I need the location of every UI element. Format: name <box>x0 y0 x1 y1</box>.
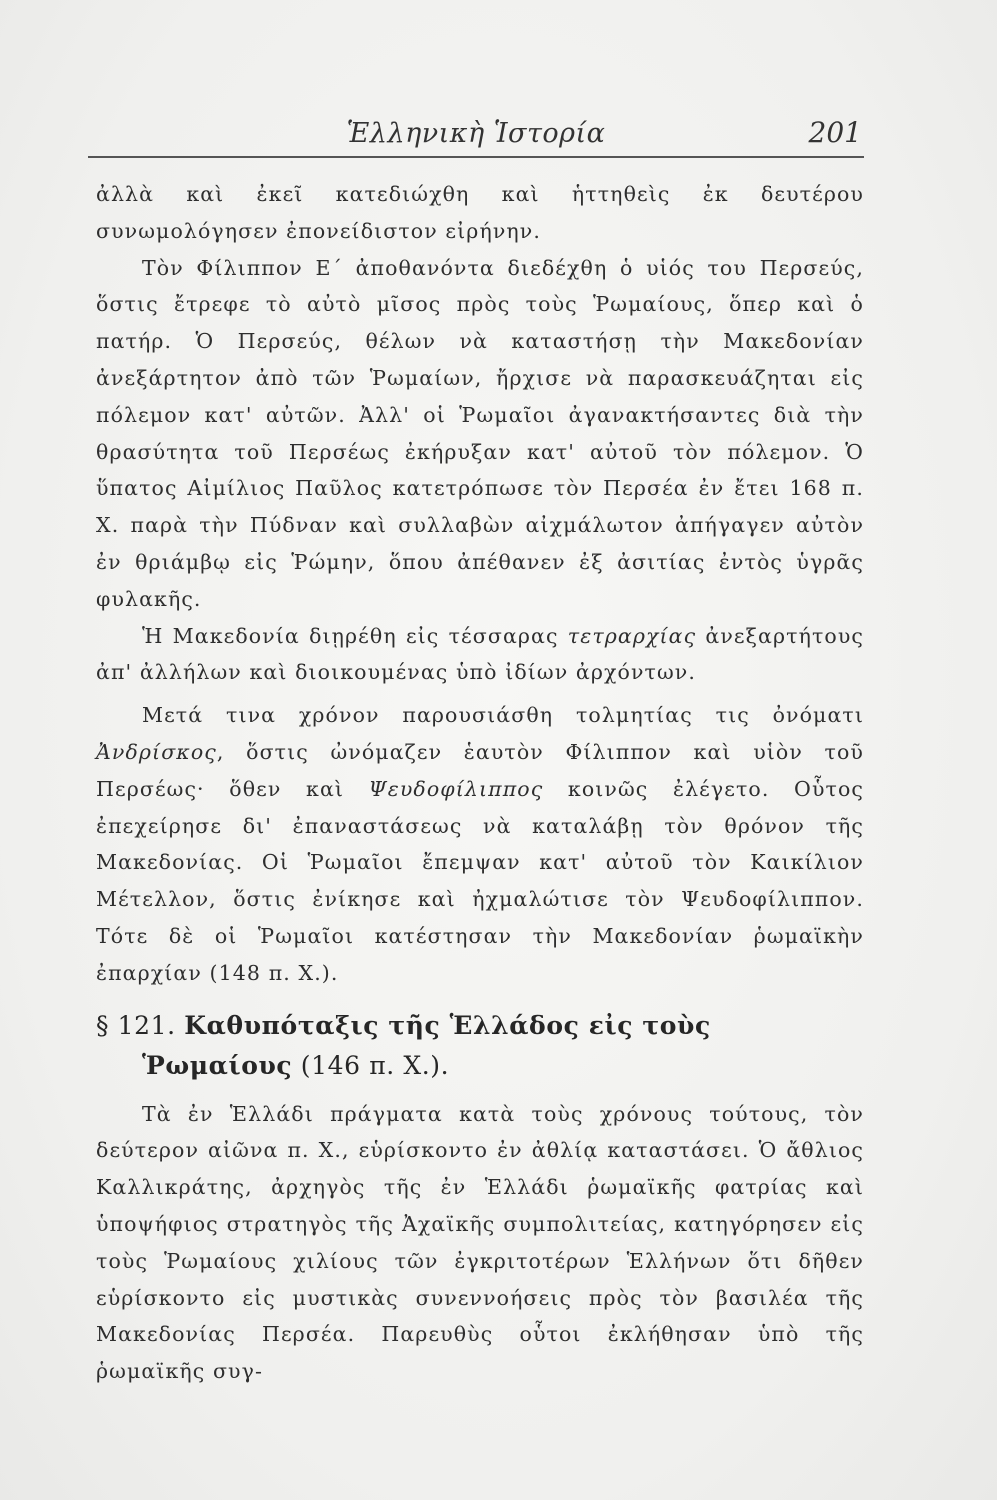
term-tetrarchies: τετραρχίας <box>567 623 697 648</box>
paragraph-tetrarchies-end: ἀνεξαρτήτους ἀπ' ἀλλήλων καὶ διοικουμένας ὑπὸ ἰδίων ἀρχόντων. <box>96 623 864 685</box>
section-heading <box>96 1006 864 1086</box>
paragraph-perseus: Τὸν Φίλιππον Ε΄ ἀποθανόντα διεδέχθη ὁ υἱός του Περσεύς, ὅστις ἔτρεφε τὸ αὐτὸ μῖσος πρὸς τοὺς Ῥωμαίους, ὅπερ καὶ ὁ πατήρ. Ὁ Περσεύς, θέλων νὰ καταστήσῃ τὴν Μακεδονίαν ἀνεξάρτητον ἀπὸ τῶν Ῥωμαίων, ἤρχισε νὰ παρασκευάζηται εἰς πόλεμον κατ' αὐτῶν. Ἀλλ' οἱ Ῥωμαῖοι ἀγανακτήσαντες διὰ τὴν θρασύτητα τοῦ Περσέως ἐκήρυξαν κατ' αὐτοῦ τὸν πόλεμον. Ὁ ὕπατος Αἰμίλιος Παῦλος κατετρόπωσε τὸν Περσέα ἐν ἔτει 168 π. Χ. παρὰ τὴν Πύδναν καὶ συλλαβὼν αἰχμάλωτον ἀπήγαγεν αὐτὸν ἐν θριάμβῳ εἰς Ῥώμην, ὅπου ἀπέθανεν ἐξ ἀσιτίας ἐντὸς ὑγρᾶς φυλακῆς. <box>96 255 864 611</box>
paragraph-andriskos-part2: , ὅστις ὠνόμαζεν ἑαυτὸν Φίλιππον καὶ υἱὸν τοῦ Περσέως· ὅθεν καὶ <box>96 739 864 801</box>
running-title: Ἑλληνικὴ Ἱστορία <box>346 118 606 149</box>
header-rule <box>88 156 864 158</box>
section-heading-line2 <box>96 1046 864 1086</box>
body-text <box>96 176 864 1390</box>
paragraph-andriskos <box>96 697 864 991</box>
paragraph-continuation: ἀλλὰ καὶ ἐκεῖ κατεδιώχθη καὶ ἡττηθεὶς ἐκ δευτέρου συνωμολόγησεν ἐπονείδιστον εἰρήνην. <box>96 182 864 243</box>
section-title-line2: Ῥωμαίους <box>142 1050 293 1080</box>
page-header <box>88 112 864 162</box>
section-title-line1: Καθυπόταξις τῆς Ἑλλάδος εἰς τοὺς <box>184 1010 711 1040</box>
paragraph-andriskos-part1: Μετά τινα χρόνον παρουσιάσθη τολμητίας τις ὀνόματι <box>142 703 864 728</box>
name-pseudophilippos: Ψευδοφίλιππος <box>368 776 544 801</box>
section-date: (146 π. Χ.). <box>300 1050 450 1080</box>
paragraph-andriskos-part3: κοινῶς ἐλέγετο. Οὗτος ἐπεχείρησε δι' ἐπαναστάσεως νὰ καταλάβῃ τὸν θρόνον τῆς Μακεδονίας. Οἱ Ῥωμαῖοι ἔπεμψαν κατ' αὐτοῦ τὸν Καικίλιον Μέτελλον, ὅστις ἐνίκησε καὶ ἠχμαλώτισε τὸν Ψευδοφίλιππον. Τότε δὲ οἱ Ῥωμαῖοι κατέστησαν τὴν Μακεδονίαν ῥωμαϊκὴν ἐπαρχίαν (148 π. Χ.). <box>96 776 864 985</box>
paragraph-tetrarchies-start: Ἡ Μακεδονία διῃρέθη εἰς τέσσαρας <box>142 623 568 648</box>
name-andriskos: Ἀνδρίσκος <box>96 739 217 764</box>
paragraph-tetrarchies <box>96 618 864 692</box>
paragraph-greece-affairs: Τὰ ἐν Ἑλλάδι πράγματα κατὰ τοὺς χρόνους τούτους, τὸν δεύτερον αἰῶνα π. Χ., εὑρίσκοντο ἐν ἀθλίᾳ καταστάσει. Ὁ ἄθλιος Καλλικράτης, ἀρχηγὸς τῆς ἐν Ἑλλάδι ῥωμαϊκῆς φατρίας καὶ ὑποψήφιος στρατηγὸς τῆς Ἀχαϊκῆς συμπολιτείας, κατηγόρησεν εἰς τοὺς Ῥωμαίους χιλίους τῶν ἐγκριτοτέρων Ἑλλήνων ὅτι δῆθεν εὑρίσκοντο εἰς μυστικὰς συνεννοήσεις πρὸς τὸν βασιλέα τῆς Μακεδονίας Περσέα. Παρευθὺς οὗτοι ἐκλήθησαν ὑπὸ τῆς ῥωμαϊκῆς συγ- <box>96 1101 864 1384</box>
section-number: § 121. <box>96 1010 176 1040</box>
page-number: 201 <box>808 116 862 149</box>
